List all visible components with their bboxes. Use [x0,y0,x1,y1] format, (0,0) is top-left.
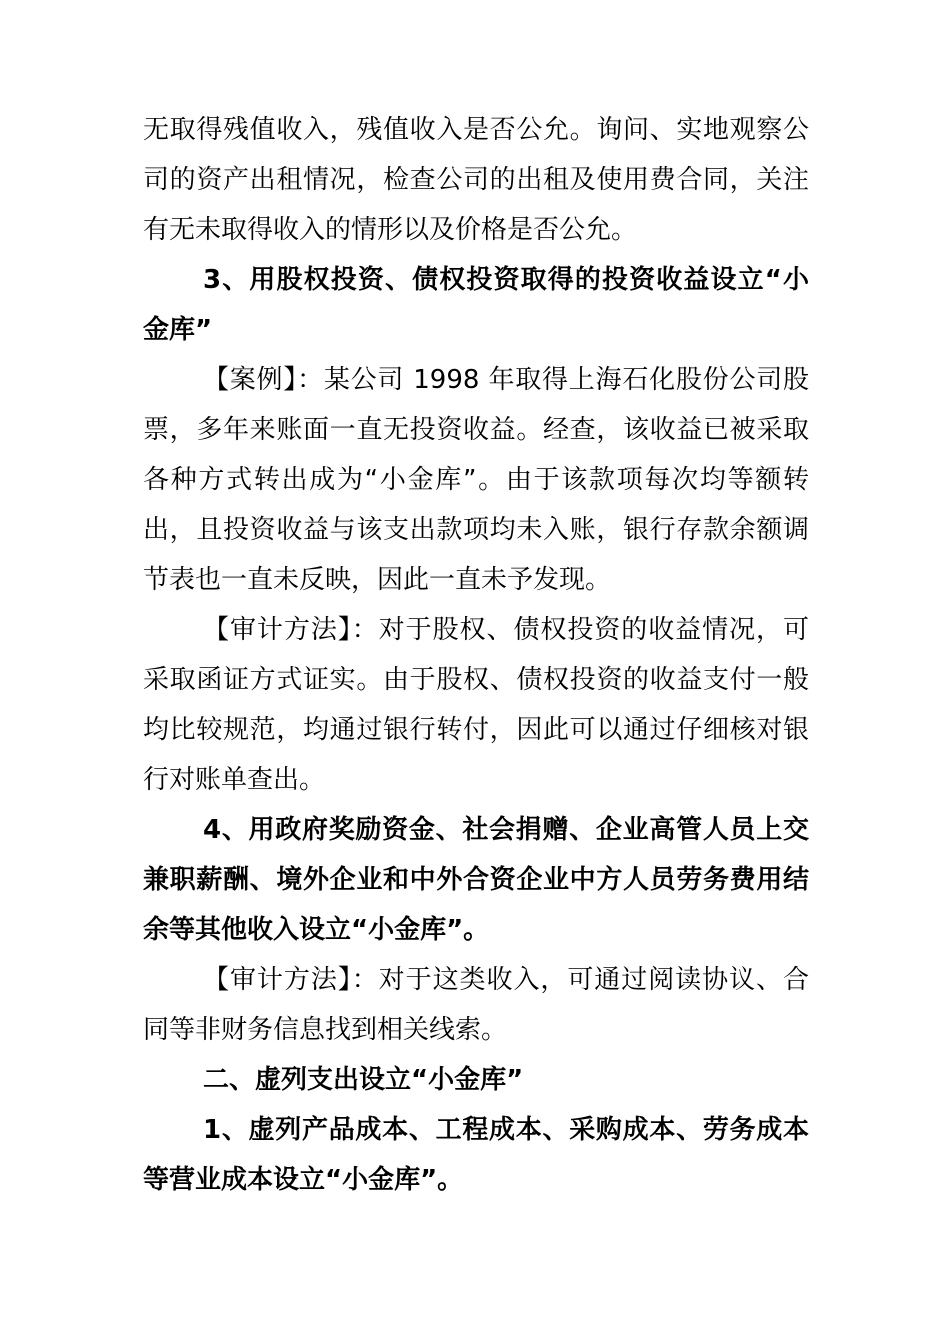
heading-fictitious-operating-costs: 1、虚列产品成本、工程成本、采购成本、劳务成本等营业成本设立“小金库”。 [143,1115,809,1195]
paragraph-continuation: 无取得残值收入，残值收入是否公允。询问、实地观察公司的资产出租情况，检查公司的出租及使用费合同，关注有无未取得收入的情形以及价格是否公允。 [143,115,809,245]
heading-equity-debt-investment-income: 3、用股权投资、债权投资取得的投资收益设立“小金库” [143,265,809,345]
paragraph-audit-method-investment: 【审计方法】：对于股权、债权投资的收益情况，可采取函证方式证实。由于股权、债权投资的收益支付一般均比较规范，均通过银行转付，因此可以通过仔细核对银行对账单查出。 [143,615,809,795]
heading-other-income-sources: 4、用政府奖励资金、社会捐赠、企业高管人员上交兼职薪酬、境外企业和中外合资企业中方人员劳务费用结余等其他收入设立“小金库”。 [143,815,809,945]
heading-section-fictitious-expenses: 二、虚列支出设立“小金库” [203,1065,524,1095]
paragraph-case-example: 【案例】：某公司 1998 年取得上海石化股份公司股票，多年来账面一直无投资收益。经查，该收益已被采取各种方式转出成为“小金库”。由于该款项每次均等额转出，且投资收益与该支出款项均未入账，银行存款余额调节表也一直未反映，因此一直未予发现。 [143,365,809,595]
paragraph-audit-method-other-income: 【审计方法】：对于这类收入，可通过阅读协议、合同等非财务信息找到相关线索。 [143,965,809,1045]
document-body [143,105,809,1205]
